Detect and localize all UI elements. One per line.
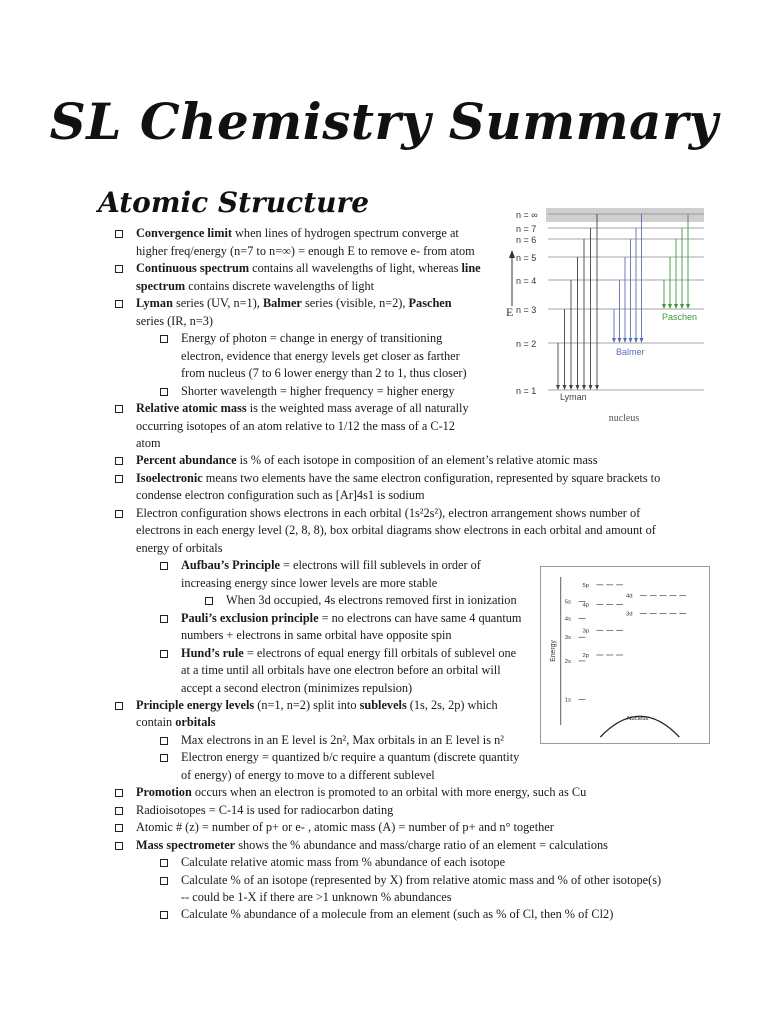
note-line (136, 540, 223, 558)
note-text: Convergence limit (136, 226, 232, 240)
transition-arrowhead (595, 385, 599, 390)
note-text: Continuous spectrum (136, 261, 250, 275)
orbital-levels (565, 583, 687, 704)
hydrogen-spectrum-diagram (502, 206, 707, 431)
note-text: Energy of photon = change in energy of transitioning (181, 331, 443, 345)
note-line (181, 906, 613, 924)
note-line (136, 714, 216, 732)
note-text: numbers + electrons in same orbital have opposite spin (181, 628, 452, 642)
note-line (226, 592, 517, 610)
note-text: electrons in each energy level (2, 8, 8), box orbital diagrams show electrons in each orbital and amount of (136, 523, 656, 537)
checkbox-bullet (115, 702, 123, 710)
transition-arrowhead (582, 385, 586, 390)
balmer-label: Balmer (616, 347, 645, 357)
level-label: n = 7 (516, 224, 537, 234)
note-text: contain (136, 715, 176, 729)
transition-arrowhead (640, 338, 644, 343)
note-text: atom (136, 436, 161, 450)
orbital-label: 2p (582, 652, 590, 659)
ionization-band (546, 208, 704, 222)
checkbox-bullet (205, 597, 213, 605)
note-text: of energy) of energy to move to a different sublevel (181, 768, 435, 782)
note-line (181, 575, 437, 593)
note-text: shows the % abundance and mass/charge ratio of an element = calculations (235, 838, 608, 852)
orbital-label: 4d (625, 593, 633, 600)
note-line (136, 819, 554, 837)
transition-arrowhead (634, 338, 638, 343)
note-line (181, 330, 442, 348)
note-text: Paschen (408, 296, 452, 310)
checkbox-bullet (115, 230, 123, 238)
section-heading: Atomic Structure (98, 186, 370, 219)
note-line (136, 452, 598, 470)
note-line (136, 418, 455, 436)
note-line (181, 854, 505, 872)
note-line (181, 610, 522, 628)
note-text: series (visible, n=2), (301, 296, 409, 310)
note-text: when lines of hydrogen spectrum converge at (231, 226, 459, 240)
level-label: n = 1 (516, 386, 537, 396)
note-line (181, 365, 467, 383)
note-line (136, 784, 586, 802)
note-text: Max electrons in an E level is 2n², Max orbitals in an E level is n² (181, 733, 504, 747)
note-text: condense electron configuration such as [Ar]4s1 is sodium (136, 488, 425, 502)
paschen-label: Paschen (662, 312, 698, 322)
checkbox-bullet (160, 650, 168, 658)
checkbox-bullet (160, 737, 168, 745)
note-text: Atomic # (z) = number of p+ or e- , atomic mass (A) = number of p+ and n° together (136, 820, 554, 834)
checkbox-bullet (115, 789, 123, 797)
note-line (136, 295, 452, 313)
note-line (136, 487, 425, 505)
checkbox-bullet (115, 510, 123, 518)
transition-arrowhead (569, 385, 573, 390)
note-line (181, 680, 412, 698)
note-line (136, 243, 475, 261)
orbital-label: 4p (582, 602, 590, 609)
checkbox-bullet (115, 842, 123, 850)
note-text: is % of each isotope in composition of an element’s relative atomic mass (236, 453, 598, 467)
transition-arrowhead (680, 304, 684, 309)
note-line (136, 802, 393, 820)
note-text: Lyman (136, 296, 173, 310)
note-line (181, 732, 504, 750)
orbital-energy-diagram (540, 566, 710, 744)
orbital-label: 2s (564, 658, 571, 665)
note-text: Relative atomic mass (136, 401, 247, 415)
transition-arrowhead (589, 385, 593, 390)
note-text: Percent abundance (136, 453, 237, 467)
note-line (181, 348, 460, 366)
orbital-label: 3s (564, 635, 571, 642)
checkbox-bullet (160, 859, 168, 867)
lyman-label: Lyman (560, 392, 587, 402)
note-text: Principle energy levels (136, 698, 255, 712)
level-label: n = 4 (516, 276, 537, 286)
note-text: contains all wavelengths of light, whereas (249, 261, 462, 275)
note-text: When 3d occupied, 4s electrons removed first in ionization (226, 593, 517, 607)
note-text: occurs when an electron is promoted to an orbital with more energy, such as Cu (191, 785, 587, 799)
note-text: Calculate relative atomic mass from % abundance of each isotope (181, 855, 506, 869)
level-label: n = 3 (516, 305, 537, 315)
energy-axis-arrowhead (509, 250, 515, 258)
transition-arrowhead (662, 304, 666, 309)
note-line (136, 522, 656, 540)
note-text: Electron energy = quantized b/c require a quantum (discrete quantity (181, 750, 520, 764)
checkbox-bullet (115, 405, 123, 413)
note-line (136, 470, 660, 488)
energy-axis-label: E (506, 305, 514, 319)
note-text: sublevels (359, 698, 407, 712)
note-line (136, 505, 640, 523)
transition-arrowhead (563, 385, 567, 390)
note-line (181, 889, 452, 907)
note-line (136, 697, 498, 715)
note-text: Isoelectronic (136, 471, 203, 485)
checkbox-bullet (115, 807, 123, 815)
note-text: -- could be 1-X if there are >1 unknown % abundances (181, 890, 452, 904)
checkbox-bullet (160, 388, 168, 396)
note-text: Mass spectrometer (136, 838, 236, 852)
note-text: means two elements have the same electron configuration, represented by square brackets to (202, 471, 661, 485)
transition-arrowhead (612, 338, 616, 343)
level-label: n = 2 (516, 339, 537, 349)
note-text: Balmer (262, 296, 302, 310)
level-label: n = 5 (516, 253, 537, 263)
note-text: (1s, 2s, 2p) which (406, 698, 498, 712)
note-text: accept a second electron (minimizes repulsion) (181, 681, 413, 695)
note-text: series (IR, n=3) (136, 314, 213, 328)
note-text: higher freq/energy (n=7 to n=∞) = enough E to remove e- from atom (136, 244, 475, 258)
note-line (136, 400, 469, 418)
transition-arrowhead (623, 338, 627, 343)
note-line (181, 383, 455, 401)
note-text: Calculate % of an isotope (represented by X) from relative atomic mass and % of other isotope(s) (181, 873, 662, 887)
transition-arrowhead (618, 338, 622, 343)
note-line (181, 767, 435, 785)
orbital-energy-axis-label: Energy (549, 640, 557, 662)
note-text: = no electrons can have same 4 quantum (318, 611, 522, 625)
transition-arrows (556, 214, 690, 390)
transition-arrowhead (556, 385, 560, 390)
note-text: occurring isotopes of an atom relative to 1/12 the mass of a C-12 (136, 419, 455, 433)
note-text: Shorter wavelength = higher frequency = higher energy (181, 384, 455, 398)
checkbox-bullet (115, 824, 123, 832)
orbital-label: 1s (564, 697, 571, 704)
note-text: Aufbau’s Principle (181, 558, 280, 572)
note-text: Calculate % abundance of a molecule from an element (such as % of Cl, then % of Cl2) (181, 907, 614, 921)
checkbox-bullet (115, 300, 123, 308)
transition-arrowhead (576, 385, 580, 390)
note-text: series (UV, n=1), (172, 296, 263, 310)
transition-arrowhead (629, 338, 633, 343)
note-text: = electrons will fill sublevels in order of (279, 558, 481, 572)
nucleus-label: nucleus (608, 413, 640, 424)
note-text: = electrons of equal energy fill orbitals of sublevel one (243, 646, 517, 660)
note-line (181, 872, 661, 890)
note-line (136, 278, 374, 296)
orbital-label: 3p (582, 628, 590, 635)
note-line (136, 435, 161, 453)
note-text: Radioisotopes = C-14 is used for radiocarbon dating (136, 803, 394, 817)
note-line (136, 313, 213, 331)
note-text: energy of orbitals (136, 541, 223, 555)
transition-arrowhead (668, 304, 672, 309)
checkbox-bullet (115, 475, 123, 483)
note-line (136, 837, 608, 855)
note-line (136, 260, 481, 278)
note-text: Hund’s rule (181, 646, 244, 660)
page-title: SL Chemistry Summary (49, 92, 719, 151)
note-text: from nucleus (7 to 6 lower energy than 2 to 1, thus closer) (181, 366, 467, 380)
checkbox-bullet (160, 754, 168, 762)
orbital-nucleus-label: Nucleus (627, 716, 649, 723)
checkbox-bullet (160, 877, 168, 885)
note-text: orbitals (175, 715, 216, 729)
note-text: is the weighted mass average of all naturally (246, 401, 469, 415)
checkbox-bullet (115, 265, 123, 273)
note-text: electron, evidence that energy levels get closer as farther (181, 349, 460, 363)
note-text: Promotion (136, 785, 192, 799)
note-text: Electron configuration shows electrons in each orbital (1s²2s²), electron arrangement shows number of (136, 506, 641, 520)
checkbox-bullet (160, 335, 168, 343)
note-text: spectrum (136, 279, 186, 293)
note-text: Pauli’s exclusion principle (181, 611, 319, 625)
checkbox-bullet (115, 457, 123, 465)
note-line (181, 557, 481, 575)
note-text: (n=1, n=2) split into (254, 698, 360, 712)
note-line (181, 662, 501, 680)
transition-arrowhead (674, 304, 678, 309)
checkbox-bullet (160, 562, 168, 570)
orbital-label: 5p (582, 582, 590, 589)
note-line (181, 749, 519, 767)
note-text: at a time until all orbitals have one electron before an orbital will (181, 663, 501, 677)
note-line (181, 627, 452, 645)
orbital-label: 3d (625, 611, 633, 618)
note-line (136, 225, 459, 243)
orbital-label: 5s (564, 599, 571, 606)
note-line (181, 645, 516, 663)
note-text: increasing energy since lower levels are more stable (181, 576, 438, 590)
level-label: n = ∞ (516, 210, 538, 220)
checkbox-bullet (160, 615, 168, 623)
transition-arrowhead (686, 304, 690, 309)
level-label: n = 6 (516, 235, 537, 245)
checkbox-bullet (160, 911, 168, 919)
orbital-label: 4s (564, 616, 571, 623)
note-text: line (461, 261, 481, 275)
note-text: contains discrete wavelengths of light (185, 279, 375, 293)
